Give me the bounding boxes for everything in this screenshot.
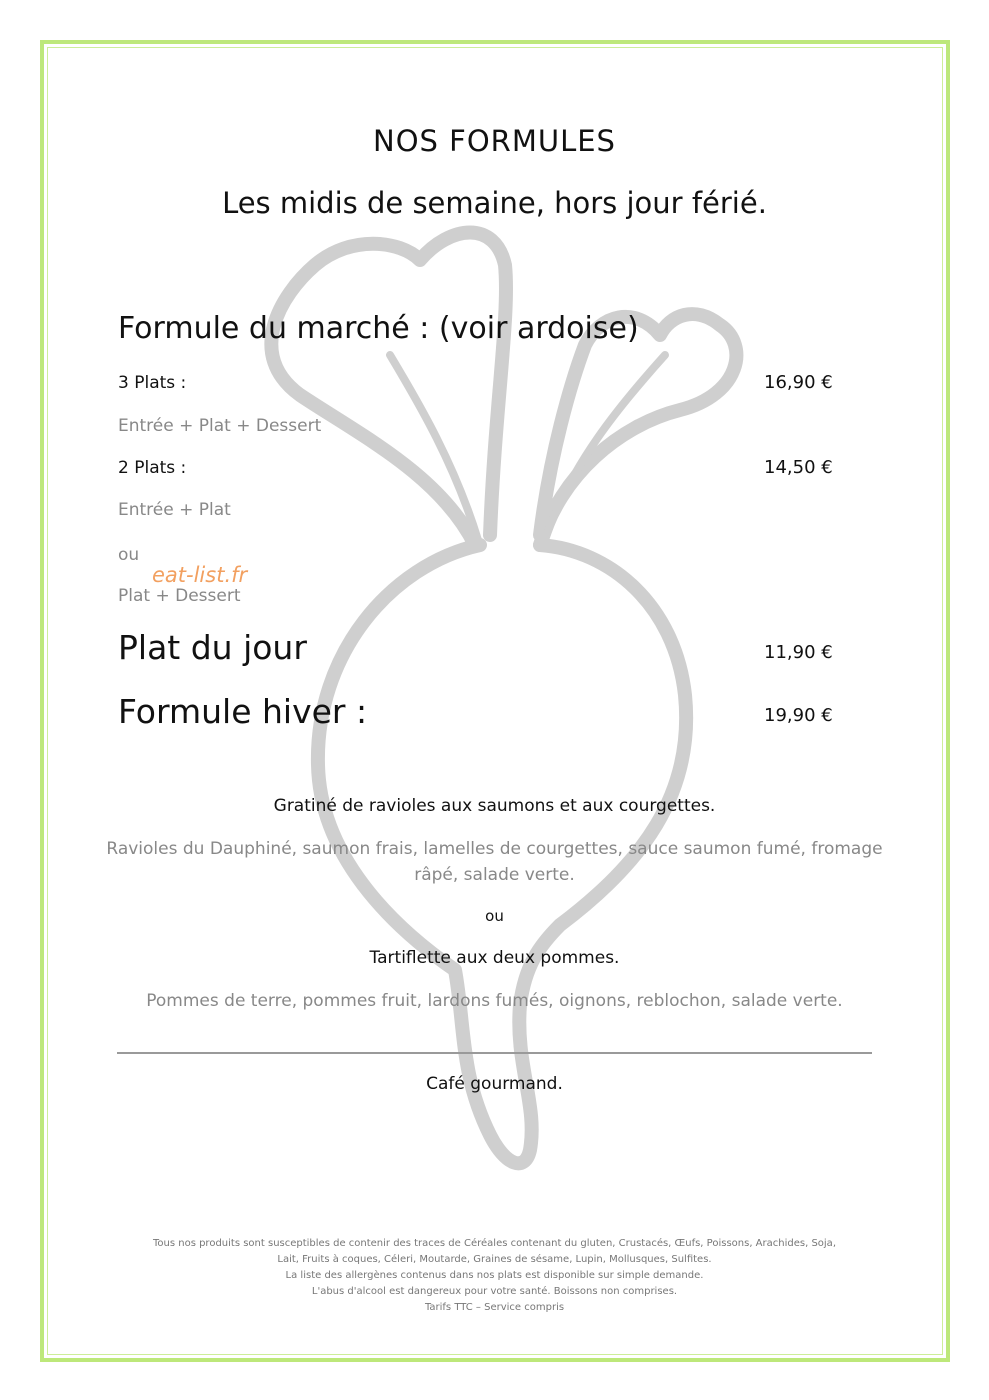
dish1-description-line1: Ravioles du Dauphiné, saumon frais, lamelles de courgettes, sauce saumon fumé, fromage (106, 839, 883, 859)
dish1-description-line2: râpé, salade verte. (414, 865, 575, 885)
dish-or: ou (485, 907, 504, 925)
divider (117, 1052, 872, 1054)
plats2-description-2: Plat + Dessert (118, 586, 241, 606)
watermark-text: eat-list.fr (152, 563, 248, 587)
plats2-label: 2 Plats : (118, 458, 187, 478)
plats2-price: 14,50 € (764, 457, 833, 478)
dish2-title: Tartiflette aux deux pommes. (369, 948, 620, 968)
plats3-price: 16,90 € (764, 372, 833, 393)
footer-alcohol-notice: L'abus d'alcool est dangereux pour votre santé. Boissons non comprises. (311, 1286, 678, 1297)
footer-allergens-line3: La liste des allergènes contenus dans nos plats est disponible sur simple demande. (285, 1270, 704, 1281)
page-title: NOS FORMULES (373, 124, 616, 158)
formule-hiver-price: 19,90 € (764, 705, 833, 726)
plats3-label: 3 Plats : (118, 373, 187, 393)
plats3-description: Entrée + Plat + Dessert (118, 416, 322, 436)
footer-allergens-line1: Tous nos produits sont susceptibles de contenir des traces de Céréales contenant du gluten, Crustacés, Œufs, Poissons, Arachides, Soja, (152, 1238, 836, 1249)
plats2-description-1: Entrée + Plat (118, 500, 231, 520)
plat-du-jour-label: Plat du jour (118, 628, 307, 667)
footer-allergens-line2: Lait, Fruits à coques, Céleri, Moutarde, Graines de sésame, Lupin, Mollusques, Sulfites. (277, 1254, 712, 1265)
footer-pricing-notice: Tarifs TTC – Service compris (424, 1302, 565, 1313)
plat-du-jour-price: 11,90 € (764, 642, 833, 663)
formule-marche-heading: Formule du marché : (voir ardoise) (118, 311, 639, 346)
plats2-or: ou (118, 545, 140, 565)
page-subtitle: Les midis de semaine, hors jour férié. (222, 186, 767, 220)
cafe-gourmand: Café gourmand. (426, 1074, 563, 1094)
formule-hiver-label: Formule hiver : (118, 692, 368, 731)
dish1-title: Gratiné de ravioles aux saumons et aux courgettes. (273, 796, 716, 816)
dish2-description: Pommes de terre, pommes fruit, lardons fumés, oignons, reblochon, salade verte. (146, 991, 843, 1011)
